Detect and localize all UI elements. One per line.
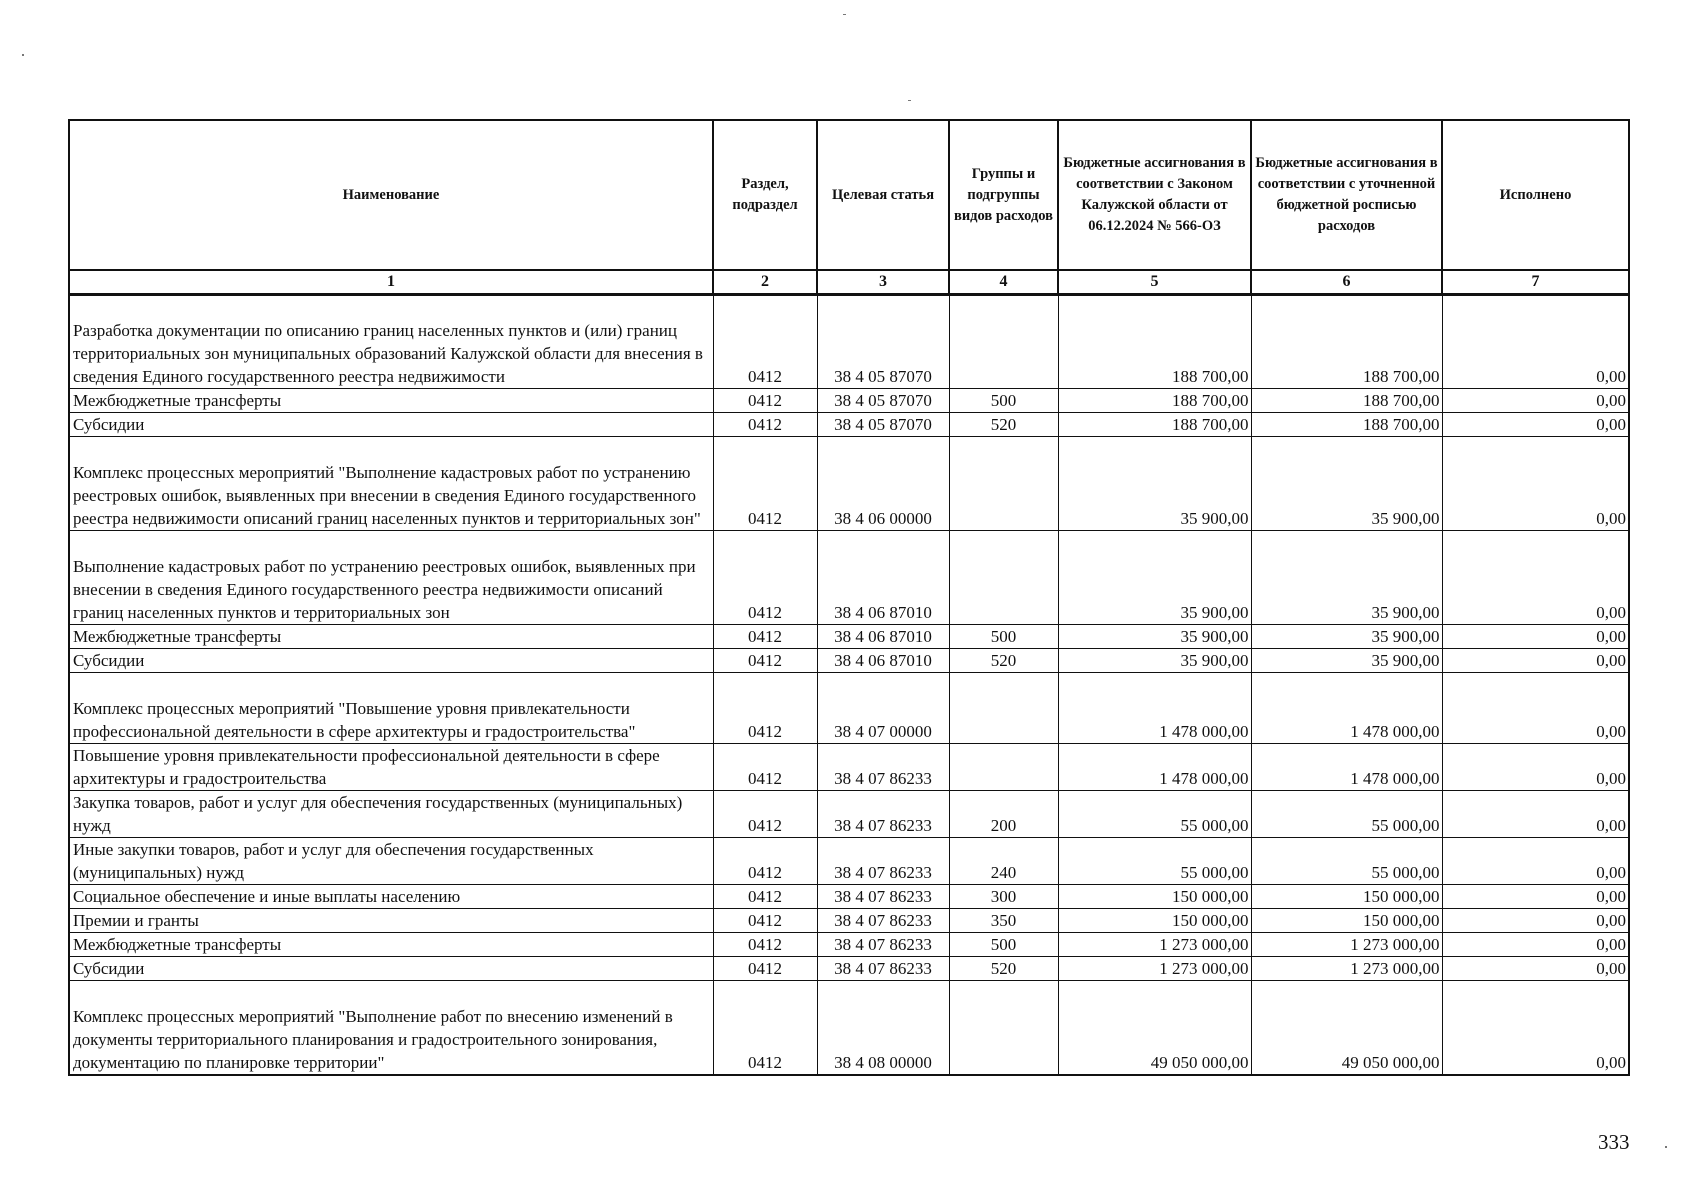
row-section: 0412: [713, 295, 817, 389]
table-row: [69, 531, 1629, 625]
row-executed: 0,00: [1442, 885, 1629, 909]
row-refined-allocation: 1 273 000,00: [1251, 933, 1442, 957]
row-name: Иные закупки товаров, работ и услуг для обеспечения государственных (муниципальных) нужд: [69, 838, 713, 885]
table-row: [69, 389, 1629, 413]
page-number: 333: [1598, 1130, 1630, 1154]
row-target-article: 38 4 07 86233: [817, 957, 949, 981]
row-executed: 0,00: [1442, 981, 1629, 1075]
row-refined-allocation: 55 000,00: [1251, 791, 1442, 838]
row-target-article: 38 4 07 86233: [817, 933, 949, 957]
table-row: [69, 933, 1629, 957]
header-target: Целевая статья: [817, 120, 949, 270]
row-section: 0412: [713, 885, 817, 909]
row-expense-group: 500: [949, 625, 1058, 649]
row-section: 0412: [713, 957, 817, 981]
row-refined-allocation: 35 900,00: [1251, 649, 1442, 673]
row-section: 0412: [713, 437, 817, 531]
row-law-allocation: 188 700,00: [1058, 295, 1251, 389]
table-row: [69, 981, 1629, 1075]
row-section: 0412: [713, 933, 817, 957]
row-name: Межбюджетные трансферты: [69, 625, 713, 649]
row-section: 0412: [713, 673, 817, 744]
row-section: 0412: [713, 389, 817, 413]
table-row: [69, 649, 1629, 673]
row-executed: 0,00: [1442, 791, 1629, 838]
row-executed: 0,00: [1442, 389, 1629, 413]
row-refined-allocation: 35 900,00: [1251, 437, 1442, 531]
table-row: [69, 885, 1629, 909]
row-expense-group: 350: [949, 909, 1058, 933]
scan-speck: [22, 54, 24, 56]
column-number: 7: [1442, 270, 1629, 295]
row-target-article: 38 4 06 87010: [817, 531, 949, 625]
header-name: Наименование: [69, 120, 713, 270]
row-name: Комплекс процессных мероприятий "Повышение уровня привлекательности профессиональной деятельности в сфере архитектуры и градостроительства": [69, 673, 713, 744]
row-refined-allocation: 1 273 000,00: [1251, 957, 1442, 981]
row-section: 0412: [713, 909, 817, 933]
row-target-article: 38 4 05 87070: [817, 389, 949, 413]
row-executed: 0,00: [1442, 413, 1629, 437]
table-row: [69, 413, 1629, 437]
row-section: 0412: [713, 413, 817, 437]
row-executed: 0,00: [1442, 933, 1629, 957]
row-expense-group: [949, 531, 1058, 625]
row-target-article: 38 4 07 00000: [817, 673, 949, 744]
row-executed: 0,00: [1442, 909, 1629, 933]
row-target-article: 38 4 07 86233: [817, 791, 949, 838]
table-header-row: [69, 120, 1629, 270]
scan-speck: [843, 14, 846, 15]
header-law-allocation: Бюджетные ассигнования в соответствии с Законом Калужской области от 06.12.2024 № 566-ОЗ: [1058, 120, 1251, 270]
row-refined-allocation: 150 000,00: [1251, 885, 1442, 909]
row-law-allocation: 188 700,00: [1058, 389, 1251, 413]
row-expense-group: 500: [949, 389, 1058, 413]
row-name: Разработка документации по описанию границ населенных пунктов и (или) границ территориальных зон муниципальных образований Калужской области для внесения в сведения Единого государственного реестра недвижимости: [69, 295, 713, 389]
row-target-article: 38 4 06 87010: [817, 649, 949, 673]
row-name: Межбюджетные трансферты: [69, 933, 713, 957]
row-law-allocation: 35 900,00: [1058, 531, 1251, 625]
row-law-allocation: 55 000,00: [1058, 838, 1251, 885]
table-row: [69, 791, 1629, 838]
row-law-allocation: 35 900,00: [1058, 625, 1251, 649]
row-target-article: 38 4 05 87070: [817, 295, 949, 389]
row-expense-group: [949, 744, 1058, 791]
row-section: 0412: [713, 744, 817, 791]
row-expense-group: 300: [949, 885, 1058, 909]
row-expense-group: 520: [949, 413, 1058, 437]
row-executed: 0,00: [1442, 295, 1629, 389]
row-section: 0412: [713, 981, 817, 1075]
row-refined-allocation: 188 700,00: [1251, 413, 1442, 437]
header-group: Группы и подгруппы видов расходов: [949, 120, 1058, 270]
row-name: Выполнение кадастровых работ по устранению реестровых ошибок, выявленных при внесении в сведения Единого государственного реестра недвижимости описаний границ населенных пунктов и территориальных зон: [69, 531, 713, 625]
table-row: [69, 625, 1629, 649]
scan-speck: [1665, 1146, 1667, 1148]
row-expense-group: 520: [949, 957, 1058, 981]
column-number: 3: [817, 270, 949, 295]
row-law-allocation: 49 050 000,00: [1058, 981, 1251, 1075]
row-refined-allocation: 35 900,00: [1251, 625, 1442, 649]
row-expense-group: 520: [949, 649, 1058, 673]
row-expense-group: 500: [949, 933, 1058, 957]
row-executed: 0,00: [1442, 838, 1629, 885]
row-refined-allocation: 49 050 000,00: [1251, 981, 1442, 1075]
row-name: Субсидии: [69, 413, 713, 437]
row-law-allocation: 188 700,00: [1058, 413, 1251, 437]
header-executed: Исполнено: [1442, 120, 1629, 270]
row-executed: 0,00: [1442, 649, 1629, 673]
row-law-allocation: 150 000,00: [1058, 885, 1251, 909]
row-refined-allocation: 35 900,00: [1251, 531, 1442, 625]
row-law-allocation: 150 000,00: [1058, 909, 1251, 933]
row-target-article: 38 4 08 00000: [817, 981, 949, 1075]
table-row: [69, 295, 1629, 389]
row-refined-allocation: 55 000,00: [1251, 838, 1442, 885]
column-number: 1: [69, 270, 713, 295]
row-name: Субсидии: [69, 957, 713, 981]
row-refined-allocation: 188 700,00: [1251, 389, 1442, 413]
row-expense-group: 200: [949, 791, 1058, 838]
row-law-allocation: 1 478 000,00: [1058, 744, 1251, 791]
row-law-allocation: 55 000,00: [1058, 791, 1251, 838]
row-refined-allocation: 188 700,00: [1251, 295, 1442, 389]
row-refined-allocation: 1 478 000,00: [1251, 673, 1442, 744]
row-expense-group: [949, 673, 1058, 744]
column-number: 4: [949, 270, 1058, 295]
row-expense-group: [949, 437, 1058, 531]
row-executed: 0,00: [1442, 531, 1629, 625]
row-target-article: 38 4 07 86233: [817, 838, 949, 885]
row-executed: 0,00: [1442, 625, 1629, 649]
row-section: 0412: [713, 531, 817, 625]
row-executed: 0,00: [1442, 673, 1629, 744]
row-expense-group: [949, 295, 1058, 389]
row-refined-allocation: 150 000,00: [1251, 909, 1442, 933]
row-name: Повышение уровня привлекательности профессиональной деятельности в сфере архитектуры и градостроительства: [69, 744, 713, 791]
table-row: [69, 673, 1629, 744]
row-expense-group: 240: [949, 838, 1058, 885]
row-expense-group: [949, 981, 1058, 1075]
row-section: 0412: [713, 625, 817, 649]
row-law-allocation: 1 273 000,00: [1058, 957, 1251, 981]
row-section: 0412: [713, 649, 817, 673]
row-law-allocation: 35 900,00: [1058, 437, 1251, 531]
row-target-article: 38 4 07 86233: [817, 744, 949, 791]
row-name: Субсидии: [69, 649, 713, 673]
table-row: [69, 437, 1629, 531]
table-row: [69, 957, 1629, 981]
scan-speck: [908, 100, 911, 101]
column-number: 5: [1058, 270, 1251, 295]
row-section: 0412: [713, 791, 817, 838]
row-law-allocation: 35 900,00: [1058, 649, 1251, 673]
row-executed: 0,00: [1442, 957, 1629, 981]
row-name: Межбюджетные трансферты: [69, 389, 713, 413]
row-law-allocation: 1 273 000,00: [1058, 933, 1251, 957]
row-target-article: 38 4 07 86233: [817, 909, 949, 933]
table-row: [69, 744, 1629, 791]
row-target-article: 38 4 07 86233: [817, 885, 949, 909]
column-number-row: [69, 270, 1629, 295]
row-name: Социальное обеспечение и иные выплаты населению: [69, 885, 713, 909]
column-number: 6: [1251, 270, 1442, 295]
table-row: [69, 909, 1629, 933]
row-section: 0412: [713, 838, 817, 885]
row-target-article: 38 4 06 87010: [817, 625, 949, 649]
row-executed: 0,00: [1442, 744, 1629, 791]
table-row: [69, 838, 1629, 885]
header-refined-allocation: Бюджетные ассигнования в соответствии с уточненной бюджетной росписью расходов: [1251, 120, 1442, 270]
column-number: 2: [713, 270, 817, 295]
row-law-allocation: 1 478 000,00: [1058, 673, 1251, 744]
row-name: Закупка товаров, работ и услуг для обеспечения государственных (муниципальных) нужд: [69, 791, 713, 838]
row-executed: 0,00: [1442, 437, 1629, 531]
header-section: Раздел, подраздел: [713, 120, 817, 270]
row-target-article: 38 4 05 87070: [817, 413, 949, 437]
row-name: Комплекс процессных мероприятий "Выполнение кадастровых работ по устранению реестровых ошибок, выявленных при внесении в сведения Единого государственного реестра недвижимости описаний границ населенных пунктов и территориальных зон": [69, 437, 713, 531]
row-refined-allocation: 1 478 000,00: [1251, 744, 1442, 791]
row-target-article: 38 4 06 00000: [817, 437, 949, 531]
row-name: Комплекс процессных мероприятий "Выполнение работ по внесению изменений в документы территориального планирования и градостроительного зонирования, документацию по планировке территории": [69, 981, 713, 1075]
budget-table: [68, 119, 1630, 1076]
row-name: Премии и гранты: [69, 909, 713, 933]
